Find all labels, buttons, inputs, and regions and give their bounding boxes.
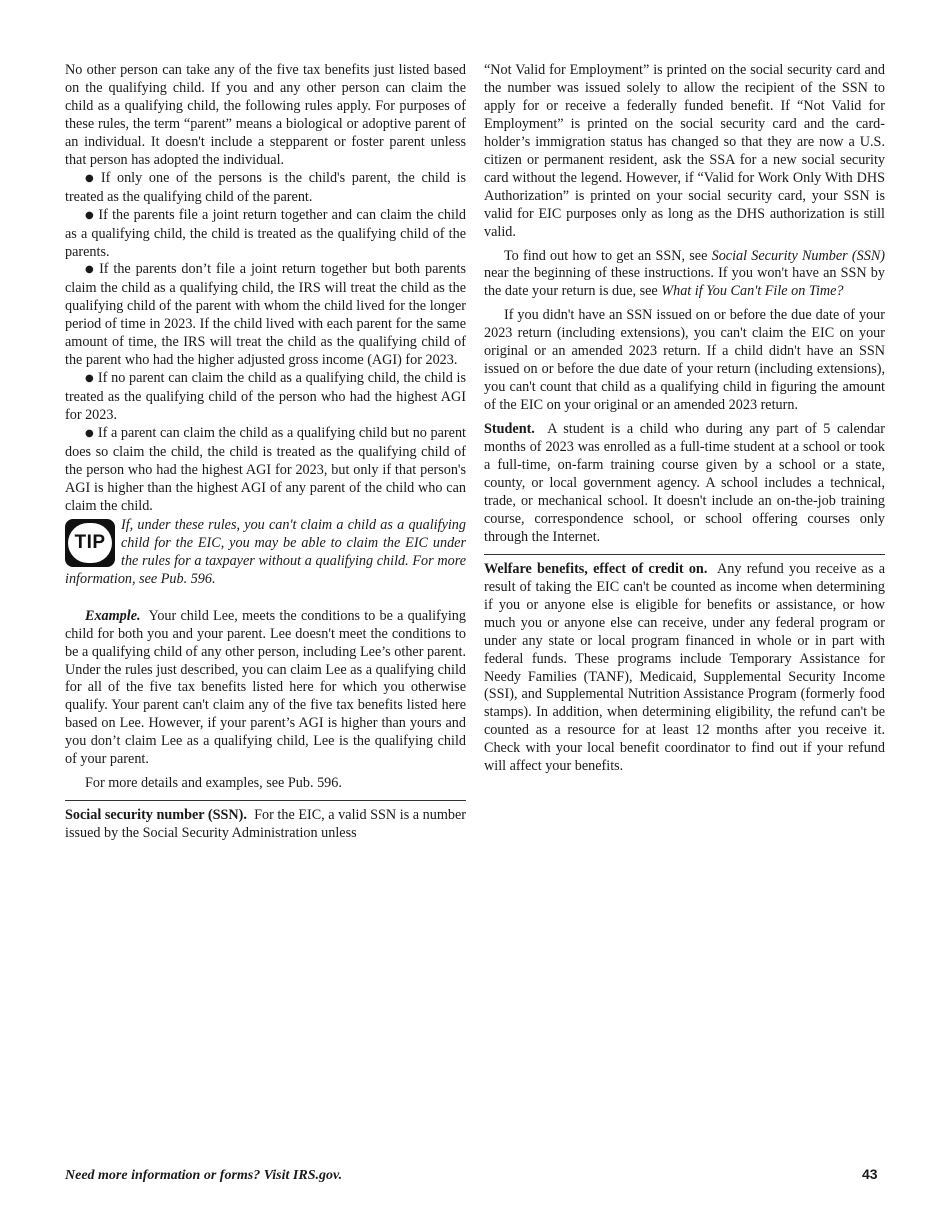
rule-bullet-text: If only one of the persons is the child's parent, the child is treated as the qualifying child of the parent. [65,169,466,205]
student-text: A student is a child who during any part of 5 calendar months of 2023 was enrolled as a full-time student at a school or took a full-time, on-farm training course given by a school or a state, county, or local government agency. A school includes a technical, trade, or mechanical school. It doesn't include an on-the-job training course, correspondence school, or school offering courses only through the Internet. [484,421,886,545]
file-on-time-reference: What if You Can't File on Time? [661,283,844,300]
ssn-continued-paragraph: “Not Valid for Employment” is printed on the social security card and the number was issued solely to allow the recipient of the SSN to apply for or receive a federally funded benefit. If “Not Valid for Employment” is printed on the social security card and the card-holder’s immigration status has changed so that they are now a U.S. citizen or permanent resident, ask the SSA for a new social security card without the legend. However, if “Valid for Work Only With DHS Authorization” is printed on your social security card, your SSN is valid for EIC purposes only as long as the DHS authorization is still valid. [484,62,885,240]
find-ssn-text-2: near the beginning of these instructions. If you won't have an SSN by the date your return is due, see [484,265,885,300]
welfare-text: Any refund you receive as a result of taking the EIC can't be counted as income when determining if you or anyone else is eligible for benefits or assistance, or how much you or anyone else can receive, under any federal program or under any state or local program financed in whole or in part with federal funds. These programs include Temporary Assistance for Needy Families (TANF), Medicaid, Supplemental Security Income (SSI), and Supplemental Nutrition Assistance Program (formerly food stamps). In addition, when determining eligibility, the refund can't be counted as a resource for at least 12 months after you receive it. Check with your local benefit coordinator to find out if your refund will affect your benefits. [484,560,885,775]
rule-bullet-4 [65,370,466,425]
section-divider [484,554,885,555]
intro-paragraph: No other person can take any of the five tax benefits just listed based on the qualifying child. If you and any other person can claim the child as a qualifying child, the following rules apply. For purposes of these rules, the term “parent” means a biological or adoptive parent of an individual. It doesn't include a stepparent or foster parent unless that person has adopted the individual. [65,62,466,168]
tip-icon [65,519,115,567]
footer-irs-link: Need more information or forms? Visit IRS.gov. [65,1168,343,1183]
welfare-paragraph [484,561,885,776]
example-text: Your child Lee, meets the conditions to be a qualifying child for both you and your parent. Lee doesn't meet the conditions to be a qualifying child of any other person, including Lee’s other parent. Under the rules just described, you can claim Lee as a qualifying child for all of the five tax benefits listed here for which you otherwise qualify. Your parent can't claim any of the five tax benefits listed here based on Lee. However, if your parent’s AGI is higher than yours and you don’t claim Lee as a qualifying child, Lee is the qualifying child of your parent. [65,607,466,768]
rule-bullet-5 [65,425,466,516]
rule-bullet-3 [65,261,466,370]
ssn-text: For the EIC, a valid SSN is a number issued by the Social Security Administration unless [65,807,467,842]
bullet-icon: ● [85,373,94,385]
student-paragraph [484,421,885,547]
rule-bullet-text: If the parents don’t file a joint return together but both parents claim the child as a qualifying child, the IRS will treat the child as the qualifying child of the parent with whom the child lived for the longer period of time in 2023. If the child lived with each parent for the same amount of time, the IRS will treat the child as the qualifying child of the parent who had the higher adjusted gross income (AGI) for 2023. [65,261,466,369]
rule-bullet-2 [65,207,466,262]
rule-bullet-text: If no parent can claim the child as a qualifying child, the child is treated as the qualifying child of the person who had the highest AGI for 2023. [65,370,466,424]
ssn-reference-link: Social Security Number (SSN) [711,247,886,264]
rule-bullet-text: If the parents file a joint return together and can claim the child as a qualifying child, the child is treated as the qualifying child of the parents. [65,206,466,260]
tip-box [65,517,466,589]
bullet-icon: ● [85,264,96,276]
find-ssn-text: To find out how to get an SSN, see [504,247,708,264]
left-column [65,62,466,843]
tip-label: TIP [68,523,112,563]
no-ssn-paragraph: If you didn't have an SSN issued on or before the due date of your 2023 return (including extensions), you can't claim the EIC on your original or an amended 2023 return. If a child didn't have an SSN issued on or before the due date of your return (including extensions), you can't count that child as a qualifying child in figuring the amount of the EIC on your original or an amended 2023 return. [484,307,885,414]
rule-bullet-text: If a parent can claim the child as a qualifying child but no parent does so claim the child, the child is treated as the qualifying child of the person who had the highest AGI for 2023, but only if that person's AGI is higher than the highest AGI of any parent of the child who can claim the child. [65,425,466,514]
right-column [484,62,885,776]
bullet-icon: ● [85,428,94,440]
example-paragraph [65,608,466,770]
bullet-icon: ● [85,209,95,221]
section-divider [65,800,466,801]
bullet-icon: ● [85,172,97,184]
welfare-heading: Welfare benefits, effect of credit on. [484,560,708,577]
ssn-paragraph [65,807,466,843]
tip-text: If, under these rules, you can't claim a child as a qualifying child for the EIC, you may be able to claim the EIC under the rules for a taxpayer without a qualifying child. For more information, see Pub. 596. [65,516,466,587]
rule-bullet-1 [65,170,466,207]
student-heading: Student. [484,421,535,438]
more-details-paragraph: For more details and examples, see Pub. 596. [85,775,342,792]
example-heading: Example. [85,607,141,624]
ssn-heading: Social security number (SSN). [65,807,247,824]
find-ssn-paragraph [484,248,885,302]
page-number: 43 [862,1166,878,1182]
